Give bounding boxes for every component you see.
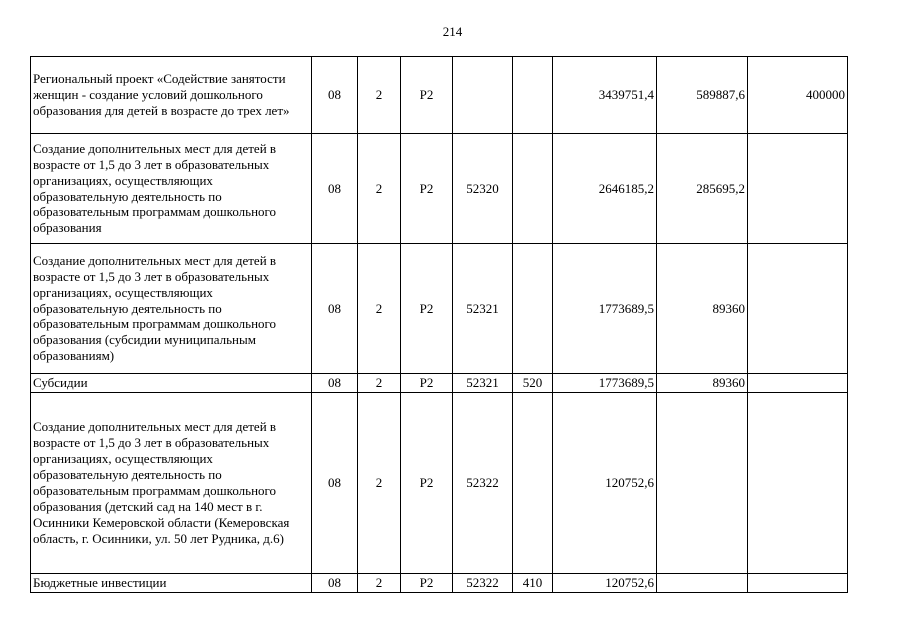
amount-1: 120752,6 [553,393,657,574]
amount-3 [748,393,848,574]
budget-table [30,56,848,593]
section-code: 08 [312,57,358,134]
program-code: P2 [401,134,453,244]
amount-1: 2646185,2 [553,134,657,244]
subsection-code: 2 [358,57,401,134]
section-code: 08 [312,574,358,593]
amount-1: 1773689,5 [553,244,657,374]
expense-type-code: 520 [513,374,553,393]
table-row [31,574,848,593]
article-code [453,57,513,134]
subsection-code: 2 [358,574,401,593]
amount-2: 285695,2 [657,134,748,244]
program-code: P2 [401,374,453,393]
article-code: 52320 [453,134,513,244]
row-description: Региональный проект «Содействие занятости женщин - создание условий дошкольного образования для детей в возрасте до трех лет» [31,57,312,134]
table-row [31,374,848,393]
expense-type-code [513,393,553,574]
row-description: Создание дополнительных мест для детей в возрасте от 1,5 до 3 лет в образовательных организациях, осуществляющих образовательную деятельность по образовательным программам дошкольного образования (субсидии муниципальным образованиям) [31,244,312,374]
article-code: 52322 [453,574,513,593]
page-number: 214 [442,24,463,39]
amount-1: 120752,6 [553,574,657,593]
row-description: Создание дополнительных мест для детей в возрасте от 1,5 до 3 лет в образовательных организациях, осуществляющих образовательную деятельность по образовательным программам дошкольного образования [31,134,312,244]
amount-3 [748,374,848,393]
subsection-code: 2 [358,134,401,244]
expense-type-code [513,244,553,374]
section-code: 08 [312,374,358,393]
table-row [31,393,848,574]
section-code: 08 [312,244,358,374]
program-code: P2 [401,244,453,374]
amount-2: 89360 [657,244,748,374]
table-row [31,57,848,134]
row-description: Субсидии [31,374,312,393]
amount-1: 3439751,4 [553,57,657,134]
article-code: 52321 [453,374,513,393]
row-description: Бюджетные инвестиции [31,574,312,593]
amount-3 [748,574,848,593]
article-code: 52321 [453,244,513,374]
amount-2: 89360 [657,374,748,393]
program-code: P2 [401,393,453,574]
program-code: P2 [401,574,453,593]
amount-2 [657,393,748,574]
amount-3: 400000 [748,57,848,134]
program-code: P2 [401,57,453,134]
row-description: Создание дополнительных мест для детей в возрасте от 1,5 до 3 лет в образовательных организациях, осуществляющих образовательную деятельность по образовательным программам дошкольного образования (детский сад на 140 мест в г. Осинники Кемеровской области (Кемеровская область, г. Осинники, ул. 50 лет Рудника, д.6) [31,393,312,574]
amount-1: 1773689,5 [553,374,657,393]
amount-3 [748,244,848,374]
subsection-code: 2 [358,374,401,393]
table-row [31,134,848,244]
section-code: 08 [312,134,358,244]
section-code: 08 [312,393,358,574]
amount-3 [748,134,848,244]
amount-2: 589887,6 [657,57,748,134]
expense-type-code [513,134,553,244]
subsection-code: 2 [358,244,401,374]
amount-2 [657,574,748,593]
table-row [31,244,848,374]
expense-type-code [513,57,553,134]
article-code: 52322 [453,393,513,574]
subsection-code: 2 [358,393,401,574]
expense-type-code: 410 [513,574,553,593]
